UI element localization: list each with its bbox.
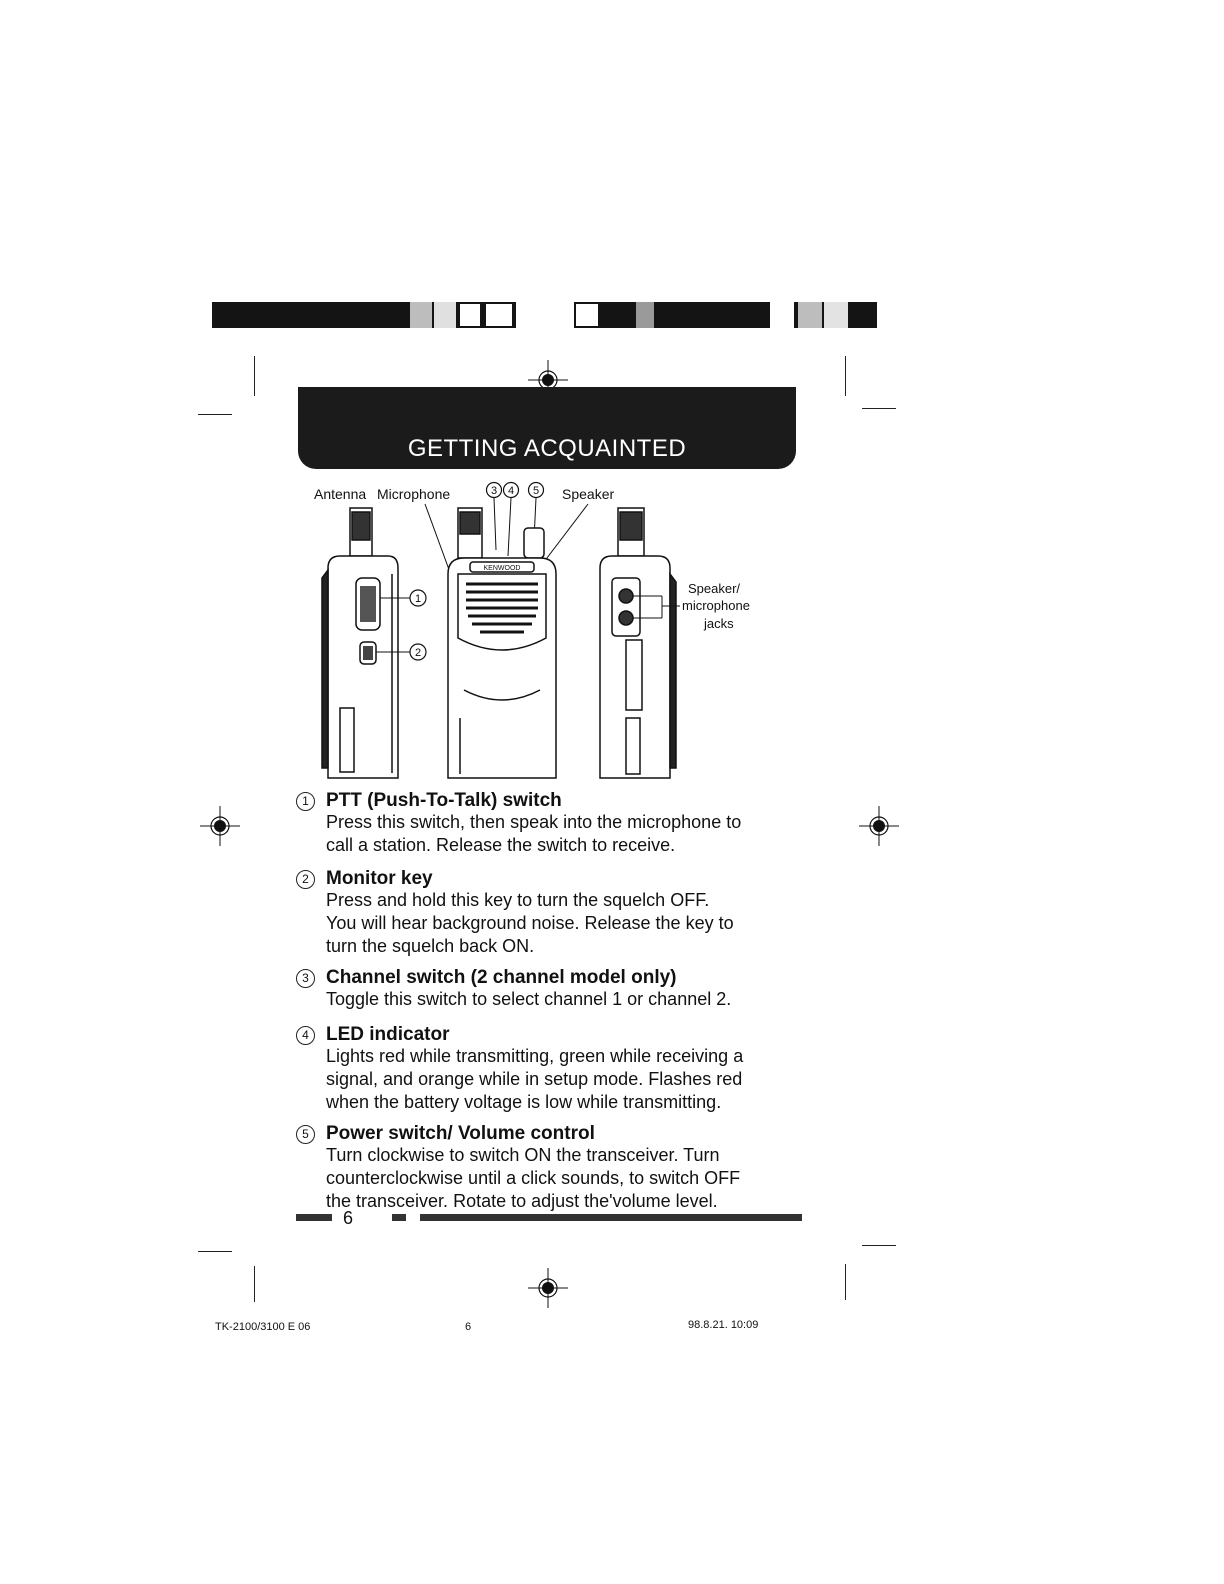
color-bar-cell (458, 302, 482, 328)
item-number: 1 (296, 792, 315, 811)
item-title: LED indicator (326, 1024, 450, 1045)
label-jacks-1: Speaker/ (688, 581, 741, 596)
item-text: Press and hold this key to turn the squelch OFF. (326, 890, 710, 910)
label-antenna: Antenna (314, 486, 367, 502)
item-number: 3 (296, 969, 315, 988)
section-title: GETTING ACQUAINTED (407, 435, 687, 462)
color-bar-cell (824, 302, 848, 328)
slug-timestamp: 98.8.21. 10:09 (688, 1319, 759, 1331)
item-text: when the battery voltage is low while transmitting. (326, 1092, 722, 1112)
color-bar-cell (770, 302, 794, 328)
slug-file: TK-2100/3100 E 06 (215, 1321, 311, 1333)
radio-front-view (448, 508, 556, 778)
item-text: signal, and orange while in setup mode. Flashes red (326, 1069, 743, 1089)
label-num-4: 4 (507, 485, 515, 497)
item-title: Monitor key (326, 868, 433, 889)
item-text: You will hear background noise. Release the key to (326, 913, 734, 933)
color-bar-right (574, 302, 877, 328)
crop-mark (254, 1266, 255, 1302)
crop-mark (198, 414, 232, 415)
radio-side-view-left (322, 508, 410, 778)
color-bar-cell (410, 302, 432, 328)
slug-page: 6 (465, 1321, 472, 1333)
color-bar-cell (434, 302, 456, 328)
item-title: Channel switch (2 channel model only) (326, 967, 677, 988)
label-speaker: Speaker (562, 486, 615, 502)
item-text: counterclockwise until a click sounds, to switch OFF (326, 1168, 741, 1188)
footer-marks-left (296, 1214, 332, 1221)
item-text: turn the squelch back ON. (326, 936, 535, 956)
item-text: Turn clockwise to switch ON the transceiver. Turn (326, 1145, 720, 1165)
item-text: Lights red while transmitting, green while receiving a (326, 1046, 744, 1066)
callout-1: 1 (414, 593, 422, 605)
label-num-5: 5 (532, 485, 540, 497)
item-text: the transceiver. Rotate to adjust the'volume level. (326, 1191, 718, 1211)
label-jacks-2: microphone (682, 598, 750, 613)
color-bar-cell (798, 302, 822, 328)
registration-target-icon (857, 804, 901, 848)
item-number: 5 (296, 1125, 315, 1144)
crop-mark (845, 1264, 846, 1300)
label-microphone: Microphone (377, 486, 451, 502)
speaker-grille (466, 584, 538, 632)
crop-mark (198, 1251, 232, 1252)
footer-bar (420, 1214, 802, 1221)
registration-target-icon (198, 804, 242, 848)
radio-side-view-right (600, 508, 680, 778)
color-bar-cell (574, 302, 600, 328)
color-bar-left (212, 302, 516, 328)
label-num-3: 3 (490, 485, 498, 497)
label-numbers (487, 483, 544, 498)
page-number: 6 (343, 1208, 354, 1228)
crop-mark (845, 356, 846, 396)
item-number: 2 (296, 870, 315, 889)
section-banner (298, 387, 796, 469)
item-title: Power switch/ Volume control (326, 1123, 595, 1144)
footer-marks-mid (392, 1214, 406, 1221)
color-bar-cell (636, 302, 654, 328)
color-bar-cell (484, 302, 514, 328)
registration-target-icon (526, 1266, 570, 1310)
item-text: Press this switch, then speak into the microphone to (326, 812, 742, 832)
crop-mark (862, 1245, 896, 1246)
brand-logo: KENWOOD (483, 565, 521, 572)
label-jacks-3: jacks (704, 616, 734, 631)
item-text: call a station. Release the switch to receive. (326, 835, 676, 855)
crop-mark (254, 356, 255, 396)
item-title: PTT (Push-To-Talk) switch (326, 790, 562, 811)
item-text: Toggle this switch to select channel 1 or channel 2. (326, 989, 732, 1009)
callout-2: 2 (414, 647, 422, 659)
item-number: 4 (296, 1026, 315, 1045)
crop-mark (862, 408, 896, 409)
radio-diagram (300, 478, 800, 790)
